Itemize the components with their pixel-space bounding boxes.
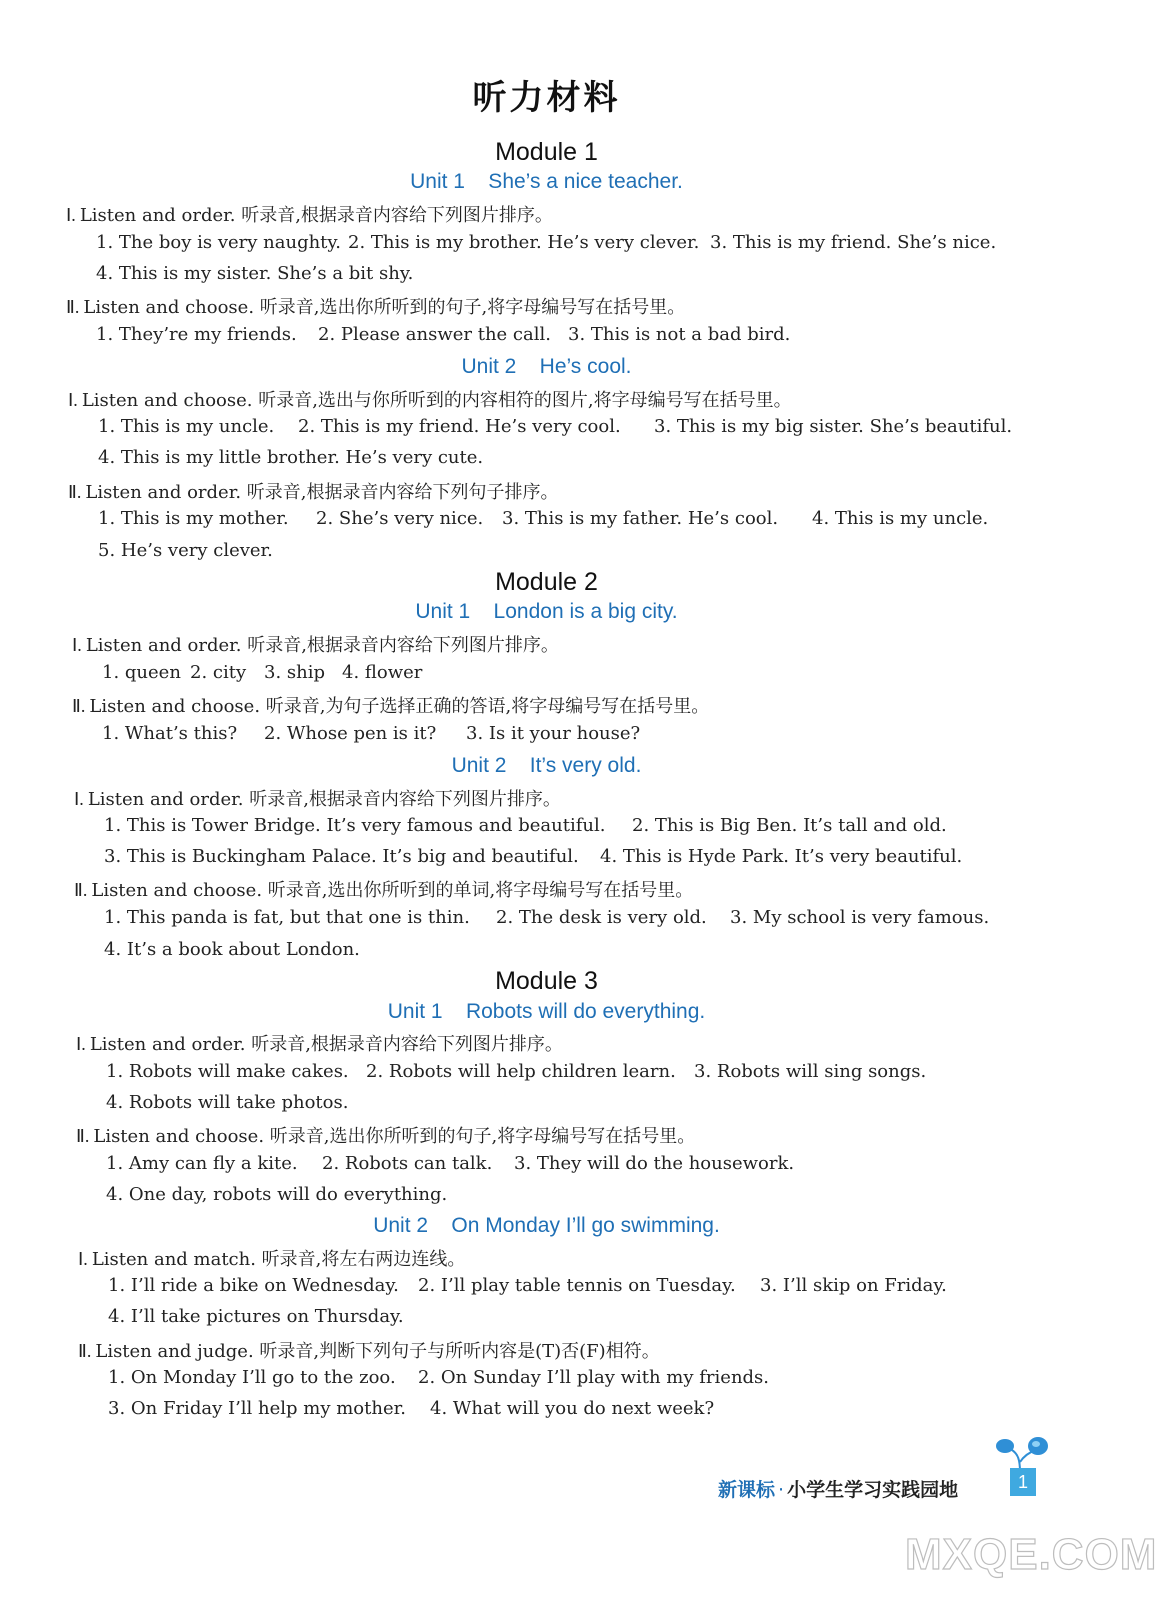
sentence: 3. This is my big sister. She’s beautiful.: [654, 416, 1013, 437]
section-instruction: Listen and choose. 听录音,选出你所听到的句子,将字母编号写在括号里。: [83, 297, 686, 318]
section-instruction: Listen and match. 听录音,将左右两边连线。: [91, 1249, 466, 1270]
sentence: 2. She’s very nice.: [316, 508, 484, 529]
m2-u1-section-1-heading: [72, 631, 559, 657]
m3-unit-2-title: Unit 2 On Monday I’ll go swimming.: [373, 1214, 720, 1237]
sentence: 2. This is my friend. He’s very cool.: [298, 416, 621, 437]
sentence: 1. They’re my friends.: [96, 324, 297, 345]
m1-u2-s2-line-1: [98, 508, 988, 529]
sentence: 4. What will you do next week?: [430, 1398, 715, 1419]
sentence: 1. This is my uncle.: [98, 416, 275, 437]
sentence: 3. They will do the housework.: [514, 1153, 795, 1174]
footer-separator: ·: [778, 1479, 785, 1501]
watermark: MXQE.COM: [905, 1530, 1157, 1579]
sentence: 3. I’ll skip on Friday.: [760, 1275, 947, 1296]
m3-u2-s1-line-1: [108, 1275, 947, 1296]
sentence: 3. On Friday I’ll help my mother.: [108, 1398, 406, 1419]
sentence: 2. This is Big Ben. It’s tall and old.: [632, 815, 947, 836]
sentence: 4. This is Hyde Park. It’s very beautiful.: [600, 846, 963, 867]
sentence: 3. This is my friend. She’s nice.: [710, 232, 997, 253]
m3-u2-section-1-heading: [78, 1245, 465, 1271]
sentence: 1. This panda is fat, but that one is thin.: [104, 907, 470, 928]
m3-u1-section-2-heading: [76, 1122, 695, 1148]
section-number: Ⅰ.: [76, 1034, 86, 1054]
footer-brand: [718, 1475, 958, 1502]
m2-u1-section-2-heading: [72, 692, 709, 718]
m3-u2-s1-line-2: [108, 1306, 404, 1327]
m2-u1-s2-line-1: [102, 723, 640, 744]
section-number: Ⅱ.: [76, 1126, 90, 1146]
m1-u1-section-1-heading: [66, 201, 553, 227]
sentence: 2. city: [190, 662, 247, 683]
sentence: 4. flower: [342, 662, 423, 683]
section-instruction: Listen and choose. 听录音,为句子选择正确的答语,将字母编号写在括号里。: [89, 696, 710, 717]
m3-u1-s1-line-1: [106, 1061, 926, 1082]
m3-u1-s2-line-2: [106, 1184, 447, 1205]
sentence: 2. Please answer the call.: [318, 324, 551, 345]
sprout-logo-icon: [990, 1432, 1050, 1472]
module-3-title: Module 3: [495, 967, 598, 995]
section-instruction: Listen and order. 听录音,根据录音内容给下列图片排序。: [79, 205, 553, 226]
m3-u2-s2-line-1: [108, 1367, 769, 1388]
sentence: 4. It’s a book about London.: [104, 939, 360, 960]
sentence: 2. I’ll play table tennis on Tuesday.: [418, 1275, 736, 1296]
sentence: 2. Robots will help children learn.: [366, 1061, 676, 1082]
section-instruction: Listen and choose. 听录音,选出你所听到的单词,将字母编号写在括号里。: [91, 880, 694, 901]
section-number: Ⅱ.: [72, 696, 86, 716]
m1-u1-s2-line-1: [96, 324, 790, 345]
sentence: 4. This is my sister. She’s a bit shy.: [96, 263, 414, 284]
sentence: 2. This is my brother. He’s very clever.: [348, 232, 700, 253]
section-number: Ⅱ.: [66, 297, 80, 317]
section-instruction: Listen and order. 听录音,根据录音内容给下列图片排序。: [87, 789, 561, 810]
section-instruction: Listen and choose. 听录音,选出与你所听到的内容相符的图片,将字母编号写在括号里。: [81, 390, 792, 411]
sentence: 3. Is it your house?: [466, 723, 641, 744]
m1-u2-s1-line-2: [98, 447, 483, 468]
sentence: 4. This is my uncle.: [812, 508, 989, 529]
sentence: 2. Robots can talk.: [322, 1153, 493, 1174]
sentence: 1. The boy is very naughty.: [96, 232, 341, 253]
m2-u2-section-2-heading: [74, 876, 693, 902]
section-instruction: Listen and judge. 听录音,判断下列句子与所听内容是(T)否(F)相符。: [95, 1341, 660, 1362]
sentence: 1. queen: [102, 662, 181, 683]
m2-u2-s1-line-1: [104, 815, 947, 836]
sentence: 1. Amy can fly a kite.: [106, 1153, 298, 1174]
m1-u2-s2-line-2: [98, 540, 273, 561]
m1-u2-section-2-heading: [68, 478, 558, 504]
module-2-title: Module 2: [495, 568, 598, 596]
sentence: 4. This is my little brother. He’s very cute.: [98, 447, 484, 468]
sentence: 1. I’ll ride a bike on Wednesday.: [108, 1275, 399, 1296]
section-instruction: Listen and choose. 听录音,选出你所听到的句子,将字母编号写在括号里。: [93, 1126, 696, 1147]
section-number: Ⅰ.: [72, 635, 82, 655]
m2-u1-s1-line-1: [102, 662, 422, 683]
module-1-title: Module 1: [495, 138, 598, 166]
sentence: 3. This is Buckingham Palace. It’s big and beautiful.: [104, 846, 579, 867]
sentence: 2. Whose pen is it?: [264, 723, 437, 744]
sentence: 1. Robots will make cakes.: [106, 1061, 349, 1082]
sentence: 2. The desk is very old.: [496, 907, 707, 928]
sentence: 5. He’s very clever.: [98, 540, 273, 561]
m2-unit-1-title: Unit 1 London is a big city.: [415, 600, 678, 623]
sentence: 4. One day, robots will do everything.: [106, 1184, 448, 1205]
m1-u1-section-2-heading: [66, 293, 685, 319]
footer-brand-name: 新课标: [718, 1479, 776, 1501]
m2-u2-s2-line-1: [104, 907, 989, 928]
section-number: Ⅰ.: [78, 1249, 88, 1269]
footer-series-name: 小学生学习实践园地: [787, 1479, 959, 1501]
m3-u1-section-1-heading: [76, 1030, 563, 1056]
sentence: 1. This is Tower Bridge. It’s very famous and beautiful.: [104, 815, 606, 836]
section-instruction: Listen and order. 听录音,根据录音内容给下列图片排序。: [89, 1034, 563, 1055]
sentence: 1. On Monday I’ll go to the zoo.: [108, 1367, 396, 1388]
m1-u1-s1-line-1: [96, 232, 996, 253]
section-number: Ⅰ.: [74, 789, 84, 809]
m1-u1-s1-line-2: [96, 263, 413, 284]
section-instruction: Listen and order. 听录音,根据录音内容给下列图片排序。: [85, 635, 559, 656]
sentence: 3. ship: [264, 662, 326, 683]
m1-u2-s1-line-1: [98, 416, 1012, 437]
sentence: 1. What’s this?: [102, 723, 238, 744]
section-number: Ⅱ.: [68, 482, 82, 502]
sentence: 2. On Sunday I’ll play with my friends.: [418, 1367, 770, 1388]
sentence: 1. This is my mother.: [98, 508, 289, 529]
page-title: 听力材料: [472, 78, 621, 118]
section-number: Ⅱ.: [78, 1341, 92, 1361]
section-instruction: Listen and order. 听录音,根据录音内容给下列句子排序。: [85, 482, 559, 503]
sentence: 4. Robots will take photos.: [106, 1092, 349, 1113]
sentence: 4. I’ll take pictures on Thursday.: [108, 1306, 404, 1327]
m2-u2-section-1-heading: [74, 785, 561, 811]
section-number: Ⅱ.: [74, 880, 88, 900]
m3-u1-s2-line-1: [106, 1153, 794, 1174]
m3-unit-1-title: Unit 1 Robots will do everything.: [387, 1000, 706, 1023]
section-number: Ⅰ.: [66, 205, 76, 225]
m3-u2-section-2-heading: [78, 1337, 660, 1363]
sentence: 3. My school is very famous.: [730, 907, 990, 928]
sentence: 3. This is not a bad bird.: [568, 324, 791, 345]
sentence: 3. Robots will sing songs.: [694, 1061, 927, 1082]
m1-u2-section-1-heading: [68, 386, 792, 412]
m3-u1-s1-line-2: [106, 1092, 348, 1113]
sentence: 3. This is my father. He’s cool.: [502, 508, 779, 529]
page-number: 1: [1010, 1468, 1036, 1496]
m1-unit-1-title: Unit 1 She’s a nice teacher.: [410, 170, 683, 193]
m2-u2-s2-line-2: [104, 939, 360, 960]
section-number: Ⅰ.: [68, 390, 78, 410]
m2-u2-s1-line-2: [104, 846, 962, 867]
m1-unit-2-title: Unit 2 He’s cool.: [461, 355, 632, 378]
m3-u2-s2-line-2: [108, 1398, 714, 1419]
m2-unit-2-title: Unit 2 It’s very old.: [451, 754, 642, 777]
